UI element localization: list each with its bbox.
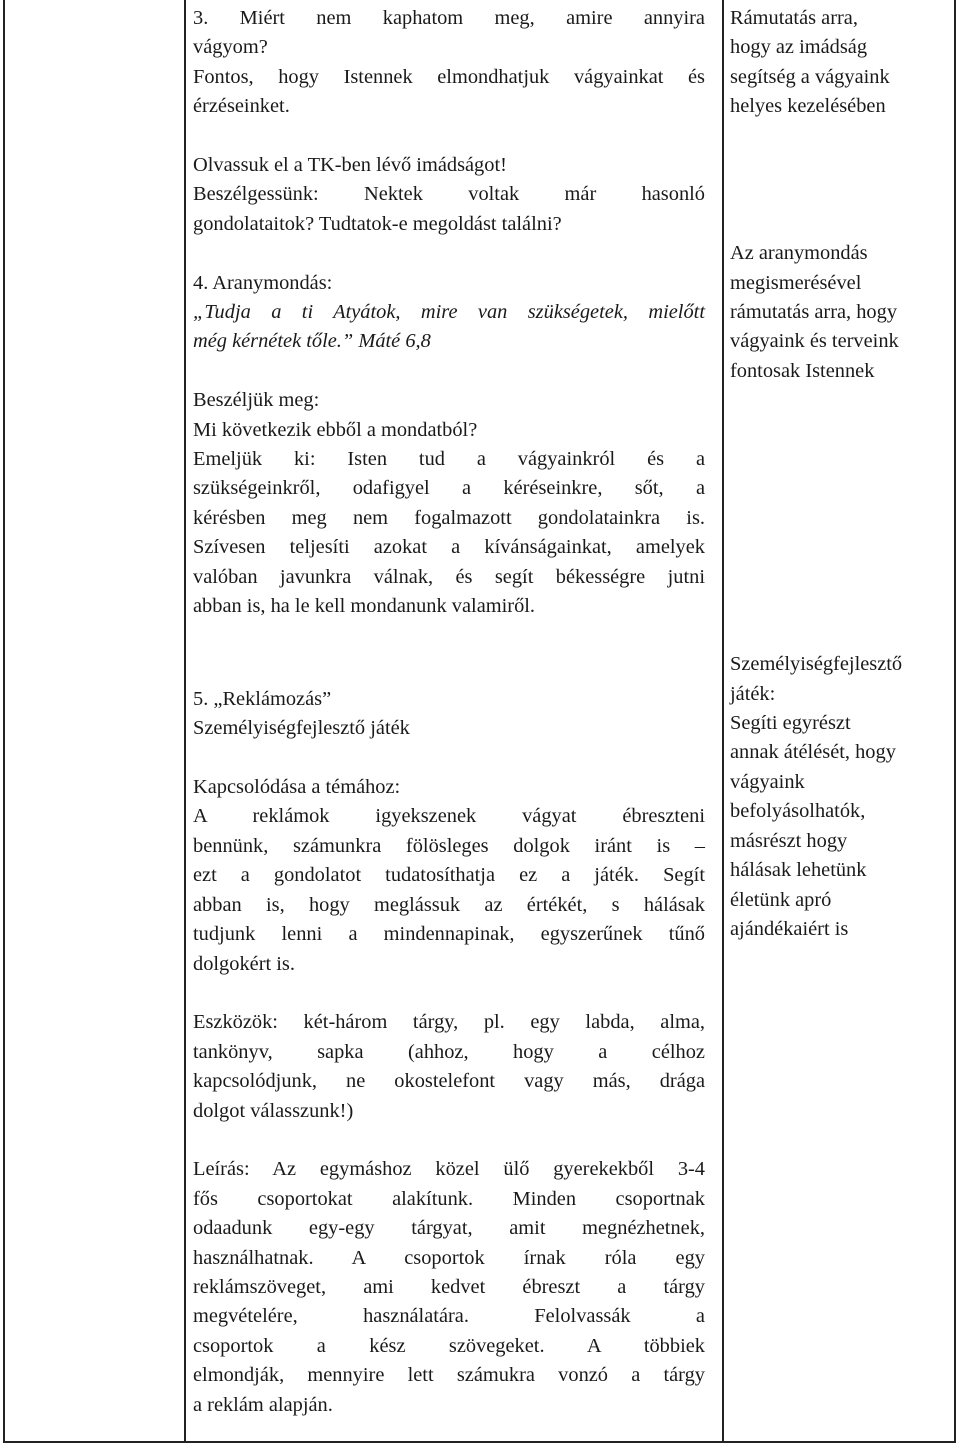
main-column <box>193 4 705 1420</box>
note-1-line-1: Rámutatás arra, <box>730 7 858 29</box>
note-1-line-2: hogy az imádság <box>730 36 868 59</box>
note-2-line-1: Az aranymondás <box>730 242 868 265</box>
note-3-line-4: annak átélését, hogy <box>730 741 896 764</box>
section-3-paragraph-2-line-3: gondolataitok? Tudtatok-e megoldást találni? <box>193 212 562 235</box>
tools-line-3: kapcsolódjunk, ne okostelefont vagy más, drága <box>193 1070 705 1093</box>
note-3-line-7: másrészt hogy <box>730 829 848 852</box>
connection-line-3: ezt a gondolatot tudatosíthatja ez a játék. Segít <box>193 864 705 887</box>
note-1-line-3: segítség a vágyaink <box>730 65 890 88</box>
tools-line-4: dolgot válasszunk!) <box>193 1099 354 1122</box>
section-4-heading: 4. Aranymondás: <box>193 271 333 294</box>
note-2-line-4: vágyaink és terveink <box>730 330 899 353</box>
golden-verse-text-end: még kérnétek tőle. <box>193 330 342 353</box>
notes-column <box>730 4 945 944</box>
note-2-line-3: rámutatás arra, hogy <box>730 301 898 324</box>
emphasis-line-2: szükségeinkről, odafigyel a kéréseinkre, sőt, a <box>193 477 705 500</box>
description-line-3: odaadunk egy-egy tárgyat, amit megnézhetnek, <box>193 1217 705 1240</box>
column-divider-right <box>722 0 724 1441</box>
tools-line-2: tankönyv, sapka (ahhoz, hogy a célhoz <box>193 1040 705 1063</box>
section-3-heading-line-1: 3. Miért nem kaphatom meg, amire annyira <box>193 7 705 29</box>
emphasis-line-6: abban is, ha le kell mondanunk valamiről. <box>193 595 536 618</box>
connection-line-6: dolgokért is. <box>193 952 295 975</box>
connection-line-2: bennünk, számunkra fölösleges dolgok iránt is – <box>193 834 705 857</box>
emphasis-line-5: valóban javunkra válnak, és segít békességre jutni <box>193 565 705 588</box>
connection-line-5: tudjunk lenni a mindennapinak, egyszerűnek tűnő <box>193 923 705 946</box>
section-4 <box>193 269 705 622</box>
note-3-line-9: életünk apró <box>730 888 832 911</box>
description-line-2: fős csoportokat alakítunk. Minden csoportnak <box>193 1187 705 1210</box>
connection-line-4: abban is, hogy meglássuk az értékét, s hálásak <box>193 893 705 916</box>
description-line-9: a reklám alapján. <box>193 1393 333 1416</box>
golden-verse-reference: ” Máté 6,8 <box>341 330 431 353</box>
description-line-1: Leírás: Az egymáshoz közel ülő gyerekekből 3-4 <box>193 1158 705 1181</box>
emphasis-line-1: Emeljük ki: Isten tud a vágyainkról és a <box>193 448 705 471</box>
description-line-4: használhatnak. A csoportok írnak róla egy <box>193 1246 705 1269</box>
emphasis-line-3: kérésben meg nem fogalmazott gondolatainkra is. <box>193 506 705 529</box>
connection-line-1: A reklámok igyekszenek vágyat ébreszteni <box>193 805 705 828</box>
section-3-paragraph-2-line-1: Olvassuk el a TK-ben lévő imádságot! <box>193 154 507 177</box>
golden-verse-line-1: „Tudja a ti Atyátok, mire van szükségetek, mielőtt <box>193 301 705 324</box>
note-3-line-2: játék: <box>730 682 776 705</box>
section-5 <box>193 685 705 1420</box>
note-3-line-10: ajándékaiért is <box>730 917 849 940</box>
note-2-line-2: megismerésével <box>730 271 862 294</box>
section-3-paragraph-1-line-2: érzéseinket. <box>193 95 290 118</box>
description-line-6: megvételére, használatára. Felolvassák a <box>193 1305 705 1328</box>
note-golden-verse <box>730 239 945 386</box>
column-divider-left <box>184 0 186 1441</box>
note-1-line-4: helyes kezelésében <box>730 95 886 118</box>
note-3-line-1: Személyiségfejlesztő <box>730 653 903 676</box>
note-game-purpose <box>730 650 945 944</box>
note-prayer-help <box>730 4 945 122</box>
golden-verse-line-2 <box>193 327 705 356</box>
description-line-5: reklámszöveget, ami kedvet ébreszt a tárgy <box>193 1275 705 1298</box>
section-5-heading: 5. „Reklámozás” <box>193 687 332 710</box>
connection-label: Kapcsolódása a témához: <box>193 776 401 799</box>
section-3-paragraph-2-line-2: Beszélgessünk: Nektek voltak már hasonló <box>193 183 705 206</box>
section-3 <box>193 4 705 239</box>
discuss-question: Mi következik ebből a mondatból? <box>193 418 478 441</box>
emphasis-line-4: Szívesen teljesíti azokat a kívánságainkat, amelyek <box>193 536 705 559</box>
section-5-subheading: Személyiségfejlesztő játék <box>193 717 410 740</box>
note-3-line-6: befolyásolhatók, <box>730 800 866 823</box>
tools-line-1: Eszközök: két-három tárgy, pl. egy labda, alma, <box>193 1011 705 1034</box>
note-2-line-5: fontosak Istennek <box>730 359 875 382</box>
description-line-8: elmondják, mennyire lett számukra vonzó a tárgy <box>193 1364 705 1387</box>
note-3-line-3: Segíti egyrészt <box>730 712 851 735</box>
note-3-line-5: vágyaink <box>730 770 805 793</box>
note-3-line-8: hálásak lehetünk <box>730 859 867 882</box>
description-line-7: csoportok a kész szövegeket. A többiek <box>193 1334 705 1357</box>
section-3-heading-line-2: vágyom? <box>193 36 268 59</box>
discuss-label: Beszéljük meg: <box>193 389 320 412</box>
section-3-paragraph-1-line-1: Fontos, hogy Istennek elmondhatjuk vágyainkat és <box>193 65 705 88</box>
